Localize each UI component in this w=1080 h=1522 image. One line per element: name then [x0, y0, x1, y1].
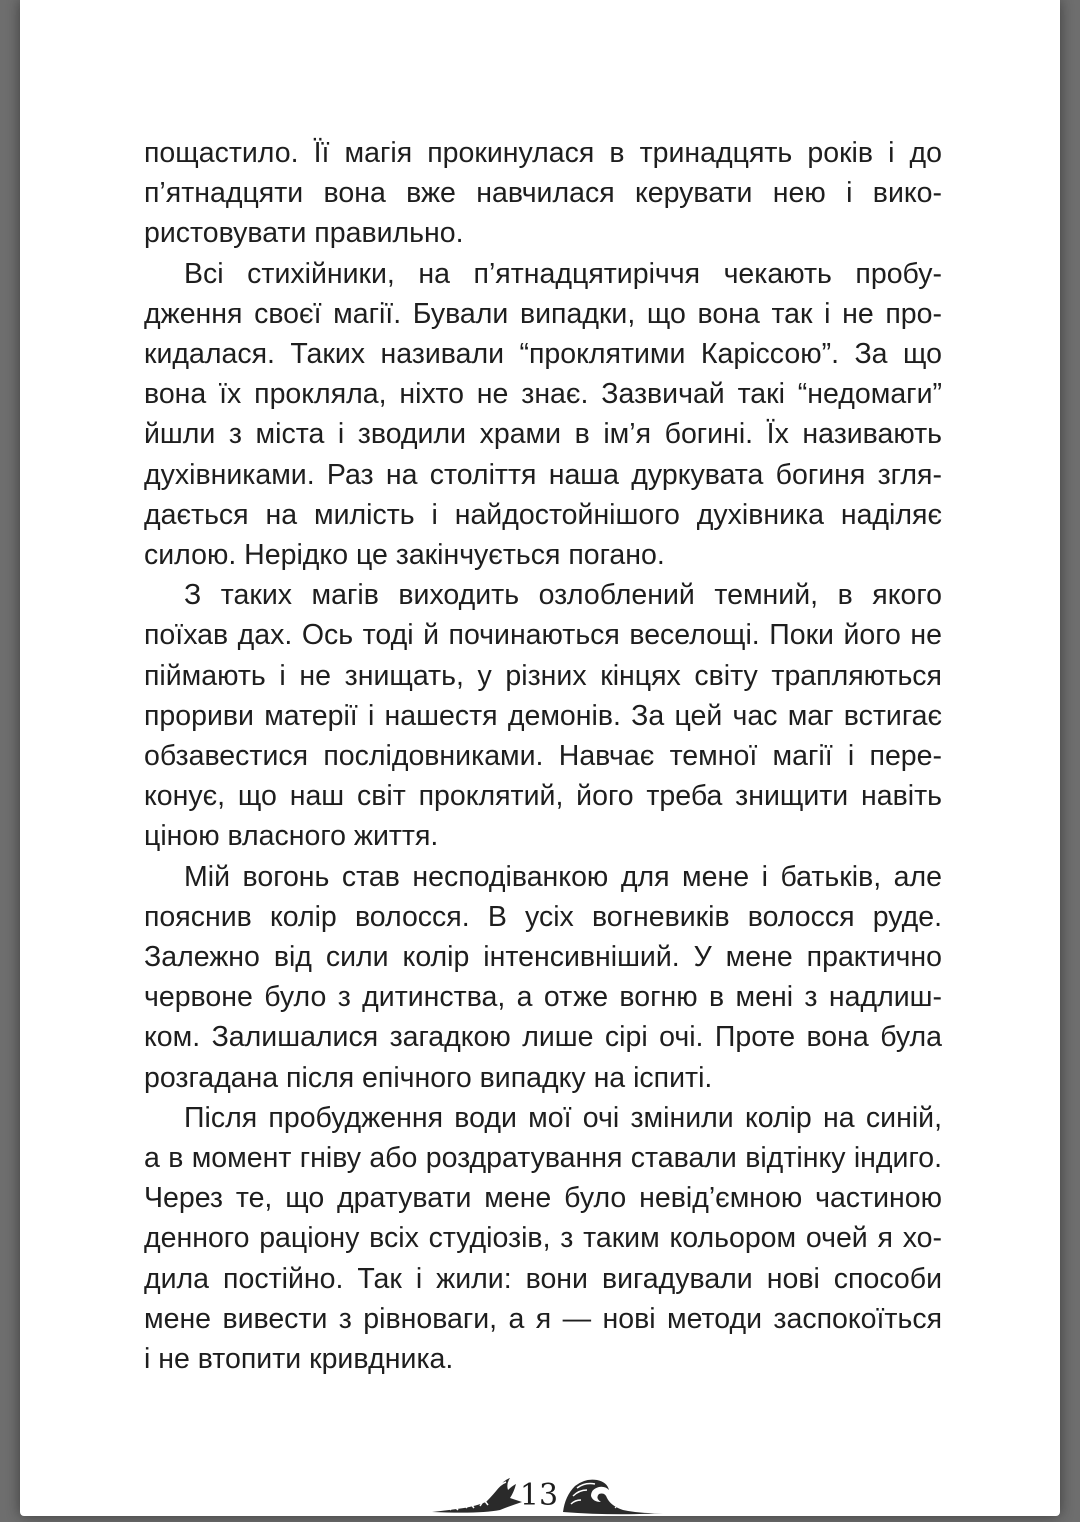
text-line: ціною власного життя. [144, 820, 439, 853]
text-line: обзавестися послідовниками. Навчає темної магії і пере- [144, 740, 942, 773]
wave-ornament-left-icon [430, 1472, 526, 1518]
text-line: Через те, що дратувати мене було невід’ємною частиною [144, 1182, 942, 1215]
text-line: духівниками. Раз на століття наша дуркувата богиня згля- [144, 458, 942, 491]
wave-ornament-right-icon [555, 1472, 665, 1518]
text-line: пояснив колір волосся. В усіх вогневиків волосся руде. [144, 900, 942, 933]
text-line: а в момент гніву або роздратування ставали відтінку індиго. [144, 1142, 942, 1175]
text-line: силою. Нерідко це закінчується погано. [144, 539, 665, 572]
page-number: 13 [519, 1478, 559, 1513]
text-line: йшли з міста і зводили храми в ім’я богині. Їх називають [144, 418, 942, 451]
text-line: піймають і не знищать, у різних кінцях світу трапляються [144, 659, 942, 692]
text-line: мене вивести з рівноваги, а я — нові методи заспокоїться [144, 1302, 942, 1335]
text-line: поїхав дах. Ось тоді й починаються веселощі. Поки його не [144, 619, 942, 652]
text-line: вона їх прокляла, ніхто не знає. Зазвичай такі “недомаги” [144, 378, 942, 411]
text-line: прориви матерії і нашестя демонів. За цей час маг встигає [144, 699, 942, 732]
text-line: дається на милість і найдостойнішого духівника наділяє [144, 498, 942, 531]
text-line: червоне було з дитинства, а отже вогню в мені з надлиш- [144, 981, 942, 1014]
book-page [20, 0, 1060, 1516]
paragraph [144, 575, 942, 856]
text-line: пощастило. Її магія прокинулася в тринадцять років і до [144, 137, 942, 169]
paragraph [144, 1098, 942, 1379]
text-line: З таких магів виходить озлоблений темний, в якого [184, 579, 942, 612]
paragraph [144, 254, 942, 576]
text-line: дження своєї магії. Бували випадки, що вона так і не про- [144, 297, 942, 330]
text-line: кидалася. Таких називали “проклятими Каріссою”. За що [144, 338, 942, 371]
text-line: дила постійно. Так і жили: вони вигадували нові способи [144, 1262, 942, 1295]
text-line: Мій вогонь став несподіванкою для мене і батьків, але [184, 860, 942, 893]
paragraph [144, 133, 942, 254]
text-line: ристовувати правильно. [144, 217, 464, 250]
text-line: п’ятнадцяти вона вже навчилася керувати нею і вико- [144, 177, 942, 210]
body-text [144, 133, 942, 1379]
text-line: конує, що наш світ проклятий, його треба знищити навіть [144, 780, 942, 813]
text-line: Після пробудження води мої очі змінили колір на синій, [184, 1101, 942, 1134]
text-line: розгадана після епічного випадку на іспиті. [144, 1061, 713, 1094]
paragraph [144, 857, 942, 1098]
text-line: Залежно від сили колір інтенсивніший. У мене практично [144, 941, 942, 974]
text-line: Всі стихійники, на п’ятнадцятиріччя чекають пробу- [184, 257, 942, 290]
text-line: денного раціону всіх студіозів, з таким кольором очей я хо- [144, 1222, 942, 1255]
text-line: і не втопити кривдника. [144, 1343, 454, 1376]
text-line: ком. Залишалися загадкою лише сірі очі. Проте вона була [144, 1021, 942, 1054]
